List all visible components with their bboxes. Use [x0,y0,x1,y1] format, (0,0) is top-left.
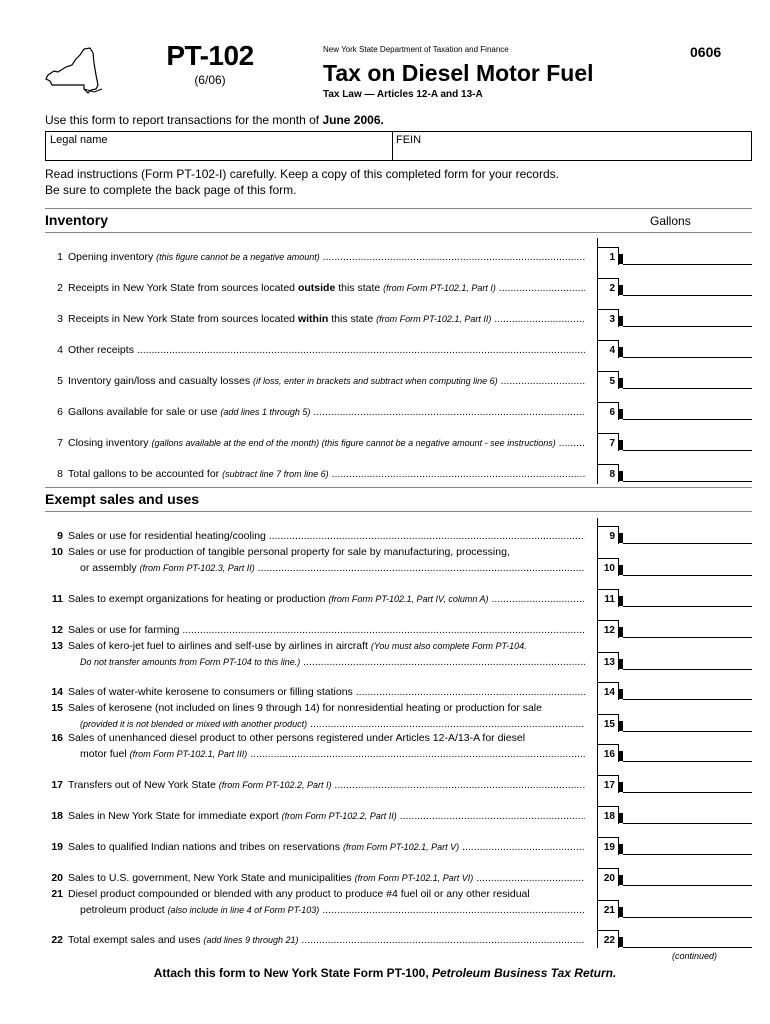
line-15-amount-input[interactable] [624,714,752,731]
line-13-amount-input[interactable] [624,652,752,669]
entry-marker [619,565,623,575]
line-number-box-20: 20 [597,868,619,886]
line-note: (from Form PT-102.2, Part I) [218,780,332,790]
inventory-heading: Inventory [45,212,109,228]
line-text: Receipts in New York State from sources located [68,313,298,325]
line-7-amount-input[interactable] [624,433,752,450]
line-number-box-7: 7 [597,433,619,451]
line-note: (You must also complete Form PT-104. [370,641,527,651]
entry-marker [619,721,623,731]
form-number: PT-102 [166,40,254,71]
line-2-amount-field[interactable] [623,295,752,296]
line-description [68,251,585,263]
reporting-period-text: Use this form to report transactions for the month of June 2006. [45,113,384,127]
line-note: (add lines 1 through 5) [220,407,311,417]
line-description-continued [80,562,585,574]
line-description [68,732,585,744]
line-number-box-3: 3 [597,309,619,327]
department-name: New York State Department of Taxation and Finance [323,45,509,54]
entry-marker [619,751,623,761]
line-number: 10 [51,546,63,558]
gallons-column-header: Gallons [650,214,691,228]
line-12-amount-input[interactable] [624,620,752,637]
line-note: (add lines 9 through 21) [203,935,299,945]
line-6-amount-input[interactable] [624,402,752,419]
line-6-amount-field[interactable] [623,419,752,420]
line-description [68,468,585,480]
line-text: Sales of kero-jet fuel to airlines and self-use by airlines in aircraft [68,640,368,652]
line-1-amount-field[interactable] [623,264,752,265]
line-8-amount-input[interactable] [624,464,752,481]
line-note: (also include in line 4 of Form PT-103) [167,905,320,915]
line-9-amount-field[interactable] [623,543,752,544]
entry-marker [619,659,623,669]
line-number: 18 [51,810,63,822]
line-10-amount-field[interactable] [623,575,752,576]
line-14-amount-field[interactable] [623,699,752,700]
line-18-amount-field[interactable] [623,823,752,824]
line-description [68,375,585,387]
line-18-amount-input[interactable] [624,806,752,823]
line-number-box-11: 11 [597,589,619,607]
line-number: 13 [51,640,63,652]
entry-marker [619,907,623,917]
line-note: (provided it is not blended or mixed with another product) [80,719,308,729]
line-number: 19 [51,841,63,853]
line-text-emphasis: outside [297,282,336,294]
line-number-box-8: 8 [597,464,619,482]
line-text: Sales or use for residential heating/cooling [68,530,266,542]
line-number: 20 [51,872,63,884]
line-text: Total gallons to be accounted for [68,468,220,480]
line-text: Other receipts [68,344,134,356]
form-revision-date: (6/06) [194,73,226,87]
line-number-box-6: 6 [597,402,619,420]
entry-marker [619,285,623,295]
line-description [68,313,585,325]
fein-field[interactable] [393,145,751,160]
line-number-box-13: 13 [597,652,619,670]
line-number: 6 [57,406,63,418]
line-4-amount-field[interactable] [623,357,752,358]
fein-label: FEIN [396,134,422,146]
form-code: 0606 [690,44,722,60]
entry-marker [619,844,623,854]
line-14-amount-input[interactable] [624,682,752,699]
attach-instruction: Attach this form to New York State Form PT-100, Petroleum Business Tax Return. [153,966,617,980]
entry-marker [619,875,623,885]
line-3-amount-field[interactable] [623,326,752,327]
line-number-box-9: 9 [597,526,619,544]
line-1-amount-input[interactable] [624,247,752,264]
line-text: Receipts in New York State from sources located [68,282,298,294]
line-description [68,530,585,542]
line-number-box-1: 1 [597,247,619,265]
entry-marker [619,471,623,481]
line-number: 21 [51,888,63,900]
line-text: motor fuel [80,748,130,760]
line-description [68,640,585,652]
entry-marker [619,782,623,792]
entry-marker [619,596,623,606]
entry-marker [619,937,623,947]
entry-marker [619,813,623,823]
line-number: 17 [51,779,63,791]
line-text: Inventory gain/loss and casualty losses [68,375,251,387]
line-description [68,888,585,900]
line-number-box-12: 12 [597,620,619,638]
line-13-amount-field[interactable] [623,669,752,670]
line-number-box-19: 19 [597,837,619,855]
line-number: 16 [51,732,63,744]
line-note: (from Form PT-102.1, Part III) [129,749,248,759]
line-10-amount-input[interactable] [624,558,752,575]
line-text: Sales or use for production of tangible personal property for sale by manufacturing, processing, [68,546,510,558]
line-text: Total exempt sales and uses [68,934,201,946]
line-4-amount-input[interactable] [624,340,752,357]
amount-column-rule [597,518,598,948]
line-text: Sales of water-white kerosene to consumers or filling stations [68,686,353,698]
line-description-continued [80,904,585,916]
line-number-box-2: 2 [597,278,619,296]
entry-marker [619,440,623,450]
line-text: Sales in New York State for immediate export [68,810,279,822]
line-description [68,406,585,418]
line-number: 14 [51,686,63,698]
line-text: Sales to U.S. government, New York State and municipalities [68,872,352,884]
legal-name-label: Legal name [50,134,108,146]
line-22-amount-input[interactable] [624,930,752,947]
line-description [68,546,585,558]
entry-marker [619,378,623,388]
line-description [68,810,585,822]
line-20-amount-field[interactable] [623,885,752,886]
line-number: 8 [57,468,63,480]
line-2-amount-input[interactable] [624,278,752,295]
line-number-box-4: 4 [597,340,619,358]
line-description [68,344,585,356]
line-description [68,872,585,884]
line-note: (from Form PT-102.1, Part II) [376,314,492,324]
line-3-amount-input[interactable] [624,309,752,326]
line-8-amount-field[interactable] [623,481,752,482]
line-number-box-14: 14 [597,682,619,700]
line-17-amount-field[interactable] [623,792,752,793]
line-note: Do not transfer amounts from Form PT-104 to this line.) [80,657,301,667]
line-text: Transfers out of New York State [68,779,216,791]
line-note: (subtract line 7 from line 6) [222,469,329,479]
exempt-heading: Exempt sales and uses [45,491,200,507]
line-note: (from Form PT-102.1, Part VI) [354,873,474,883]
line-16-amount-input[interactable] [624,744,752,761]
line-text: Sales or use for farming [68,624,180,636]
line-number: 4 [57,344,63,356]
section-rule [45,208,752,209]
line-number-box-16: 16 [597,744,619,762]
section-rule [45,487,752,488]
line-text-emphasis: within [297,313,329,325]
line-number: 9 [57,530,63,542]
entry-marker [619,316,623,326]
line-note: (from Form PT-102.1, Part V) [342,842,460,852]
line-number: 5 [57,375,63,387]
line-description [68,779,585,791]
line-note: (from Form PT-102.3, Part II) [139,563,255,573]
line-number-box-15: 15 [597,714,619,732]
line-number: 15 [51,702,63,714]
legal-name-field[interactable] [46,145,390,160]
line-11-amount-field[interactable] [623,606,752,607]
line-text: Closing inventory [68,437,149,449]
line-9-amount-input[interactable] [624,526,752,543]
line-5-amount-field[interactable] [623,388,752,389]
instructions-line-2: Be sure to complete the back page of this form. [45,183,297,197]
line-22-amount-field[interactable] [623,947,752,948]
amount-column-rule [597,238,598,484]
line-number-box-21: 21 [597,900,619,918]
entry-marker [619,627,623,637]
entry-marker [619,409,623,419]
section-rule [45,511,752,512]
line-description-continued [80,748,585,760]
line-text: Diesel product compounded or blended with any product to produce #4 fuel oil or any other residual [68,888,530,900]
line-number: 2 [57,282,63,294]
line-number: 3 [57,313,63,325]
line-description [68,841,585,853]
line-note: (this figure cannot be a negative amount) [156,252,320,262]
entry-marker [619,689,623,699]
reporting-month: June 2006. [322,113,384,127]
line-21-amount-field[interactable] [623,917,752,918]
line-text: Opening inventory [68,251,154,263]
line-text: or assembly [80,562,140,574]
line-note: (from Form PT-102.2, Part II) [281,811,397,821]
line-text: Gallons available for sale or use [68,406,218,418]
line-number: 12 [51,624,63,636]
line-description [68,593,585,605]
line-note: (from Form PT-102.1, Part I) [383,283,496,293]
line-note: (gallons available at the end of the month) (this figure cannot be a negative amount - see instructions) [151,438,556,448]
entry-marker [619,254,623,264]
line-19-amount-field[interactable] [623,854,752,855]
line-note: (from Form PT-102.1, Part IV, column A) [328,594,489,604]
line-number-box-22: 22 [597,930,619,948]
line-description-continued [80,718,585,730]
line-description [68,686,585,698]
line-description [68,624,585,636]
line-11-amount-input[interactable] [624,589,752,606]
line-number-box-18: 18 [597,806,619,824]
line-description [68,934,585,946]
line-number-box-17: 17 [597,775,619,793]
line-text: Sales of unenhanced diesel product to other persons registered under Articles 12-A/13-A for diesel [68,732,526,744]
line-text: Sales of kerosene (not included on lines 9 through 14) for nonresidential heating or production for sale [68,702,542,714]
line-text: Sales to exempt organizations for heating or production [68,593,326,605]
line-description [68,282,585,294]
line-text: this state [335,282,381,294]
entry-marker [619,347,623,357]
line-number: 22 [51,934,63,946]
line-number-box-5: 5 [597,371,619,389]
line-5-amount-input[interactable] [624,371,752,388]
line-20-amount-input[interactable] [624,868,752,885]
continued-note: (continued) [672,951,718,961]
new-york-state-logo [44,45,104,95]
line-text: Sales to qualified Indian nations and tribes on reservations [68,841,341,853]
entry-marker [619,533,623,543]
form-subtitle: Tax Law — Articles 12-A and 13-A [323,89,483,100]
line-number: 11 [51,593,63,605]
line-number: 7 [57,437,63,449]
line-number-box-10: 10 [597,558,619,576]
line-text: this state [328,313,374,325]
section-rule [45,232,752,233]
instructions-line-1: Read instructions (Form PT-102-I) carefully. Keep a copy of this completed form for your records. [45,167,559,181]
line-note: (if loss, enter in brackets and subtract when computing line 6) [253,376,498,386]
line-number: 1 [57,251,63,263]
line-19-amount-input[interactable] [624,837,752,854]
line-description [68,437,585,449]
line-text: petroleum product [80,904,168,916]
line-21-amount-input[interactable] [624,900,752,917]
line-12-amount-field[interactable] [623,637,752,638]
line-description [68,702,585,714]
line-16-amount-field[interactable] [623,761,752,762]
line-17-amount-input[interactable] [624,775,752,792]
form-title: Tax on Diesel Motor Fuel [323,60,594,86]
line-description-continued [80,656,585,668]
line-7-amount-field[interactable] [623,450,752,451]
